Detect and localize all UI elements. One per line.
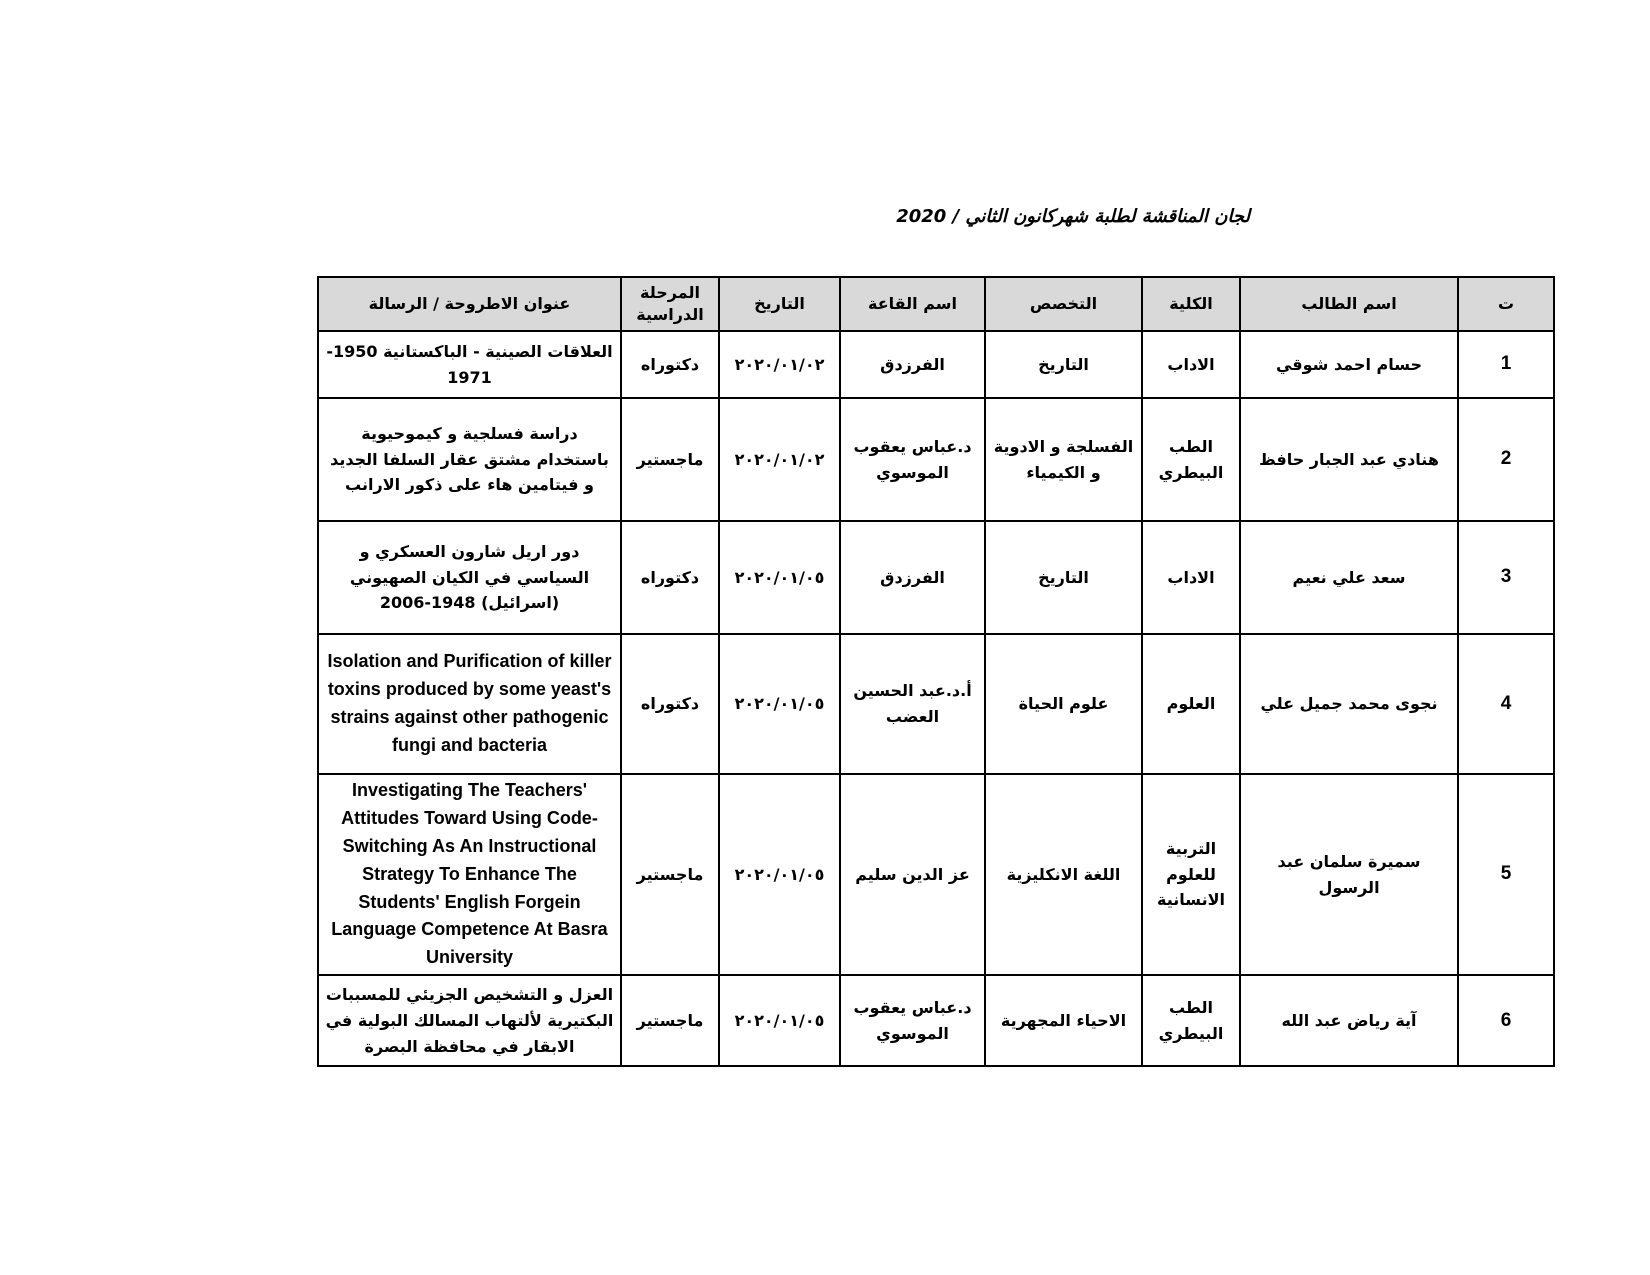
cell-stage: ماجستير [621,975,719,1066]
cell-college: الطب البيطري [1142,975,1240,1066]
cell-specialization: الفسلجة و الادوية و الكيمياء [985,398,1142,521]
cell-hall: الفرزدق [840,521,985,634]
cell-stage: ماجستير [621,774,719,975]
page-title: لجان المناقشة لطلبة شهركانون الثاني / 2020 [896,206,1250,227]
header-row [318,277,1554,331]
header-student: اسم الطالب [1240,277,1458,331]
cell-stage: دكتوراه [621,521,719,634]
cell-specialization: علوم الحياة [985,634,1142,774]
cell-stage: دكتوراه [621,331,719,398]
cell-stage: دكتوراه [621,634,719,774]
cell-num: 6 [1458,975,1554,1066]
cell-college: العلوم [1142,634,1240,774]
header-college: الكلية [1142,277,1240,331]
cell-college: الاداب [1142,521,1240,634]
header-specialization: التخصص [985,277,1142,331]
cell-num: 2 [1458,398,1554,521]
table-row [318,634,1554,774]
table-row [318,331,1554,398]
cell-thesis: دراسة فسلجية و كيموحيوية باستخدام مشتق عقار السلفا الجديد و فيتامين هاء على ذكور الارانب [318,398,621,521]
cell-specialization: التاريخ [985,521,1142,634]
table-row [318,774,1554,975]
table-row [318,521,1554,634]
cell-num: 1 [1458,331,1554,398]
cell-date: ٢٠٢٠/٠١/٠٥ [719,521,840,634]
cell-student: حسام احمد شوقي [1240,331,1458,398]
cell-stage: ماجستير [621,398,719,521]
cell-date: ٢٠٢٠/٠١/٠٥ [719,975,840,1066]
cell-date: ٢٠٢٠/٠١/٠٥ [719,634,840,774]
cell-date: ٢٠٢٠/٠١/٠٢ [719,331,840,398]
header-hall: اسم القاعة [840,277,985,331]
cell-student: هنادي عبد الجبار حافظ [1240,398,1458,521]
header-stage: المرحلة الدراسية [621,277,719,331]
cell-date: ٢٠٢٠/٠١/٠٥ [719,774,840,975]
cell-num: 4 [1458,634,1554,774]
cell-thesis: دور اريل شارون العسكري و السياسي في الكيان الصهيوني (اسرائيل) 1948-2006 [318,521,621,634]
cell-hall: د.عباس يعقوب الموسوي [840,398,985,521]
cell-thesis: العلاقات الصينية - الباكستانية 1950-1971 [318,331,621,398]
cell-thesis: Isolation and Purification of killer toxins produced by some yeast's strains against other pathogenic fungi and bacteria [318,634,621,774]
cell-student: نجوى محمد جميل علي [1240,634,1458,774]
committees-table [317,276,1555,1067]
cell-specialization: اللغة الانكليزية [985,774,1142,975]
table-row [318,975,1554,1066]
cell-college: التربية للعلوم الانسانية [1142,774,1240,975]
cell-num: 3 [1458,521,1554,634]
cell-hall: الفرزدق [840,331,985,398]
table-row [318,398,1554,521]
cell-hall: د.عباس يعقوب الموسوي [840,975,985,1066]
cell-date: ٢٠٢٠/٠١/٠٢ [719,398,840,521]
cell-student: سعد علي نعيم [1240,521,1458,634]
header-thesis: عنوان الاطروحة / الرسالة [318,277,621,331]
cell-specialization: التاريخ [985,331,1142,398]
cell-hall: أ.د.عبد الحسين العضب [840,634,985,774]
cell-college: الطب البيطري [1142,398,1240,521]
cell-student: آية رياض عبد الله [1240,975,1458,1066]
header-num: ت [1458,277,1554,331]
cell-thesis: العزل و التشخيص الجزيئي للمسببات البكتيرية لألتهاب المسالك البولية في الابقار في محافظة البصرة [318,975,621,1066]
cell-thesis: Investigating The Teachers' Attitudes Toward Using Code-Switching As An Instructional Strategy To Enhance The Students' English Forgein Language Competence At Basra University [318,774,621,975]
header-date: التاريخ [719,277,840,331]
cell-specialization: الاحياء المجهرية [985,975,1142,1066]
cell-hall: عز الدين سليم [840,774,985,975]
cell-college: الاداب [1142,331,1240,398]
cell-student: سميرة سلمان عبد الرسول [1240,774,1458,975]
cell-num: 5 [1458,774,1554,975]
